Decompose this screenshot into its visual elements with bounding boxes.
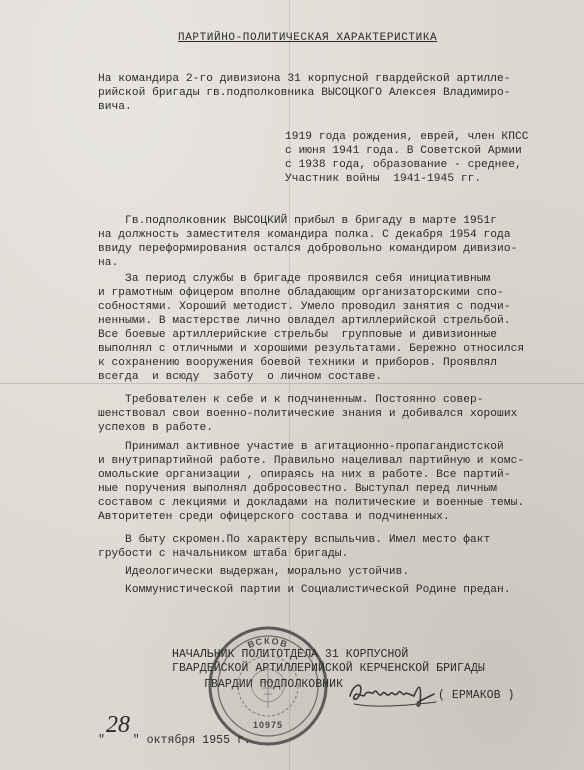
paragraph-5-line-1: В быту скромен.По характеру вспыльчив. Имел место факт: [98, 534, 491, 546]
paragraph-4-line-5: составом с лекциями и докладами на политические и военные темы.: [98, 497, 525, 509]
paragraph-2-line-8: всегда и всюду заботу о личном составе.: [98, 371, 383, 383]
paragraph-1-line-1: Гв.подполковник ВЫСОЦКИЙ прибыл в бригаду в марте 1951г: [98, 215, 498, 227]
stamp-number: 10975: [252, 720, 284, 730]
paragraph-3-line-3: успехов в работе.: [98, 422, 213, 434]
paragraph-4-line-4: ные поручения выполнял добросовестно. Выступал перед личным: [98, 483, 498, 495]
document-title: ПАРТИЙНО-ПОЛИТИЧЕСКАЯ ХАРАКТЕРИСТИКА: [178, 32, 438, 44]
paragraph-2-line-2: и грамотным офицером вполне обладающим организаторскими спо-: [98, 287, 504, 299]
paragraph-4-line-2: и внутрипартийной работе. Правильно нацеливал партийную и комс-: [98, 455, 525, 467]
paragraph-2-line-7: к сохранению вооружения боевой техники и приборов. Проявлял: [98, 357, 498, 369]
intro-line-1: На командира 2-го дивизиона 31 корпусной гвардейской артилле-: [98, 73, 511, 85]
paragraph-3-line-1: Требователен к себе и к подчиненным. Постоянно совер-: [98, 394, 484, 406]
intro-line-3: вича.: [98, 101, 132, 113]
signatory-name: ( ЕРМАКОВ ): [438, 689, 515, 702]
paragraph-1-line-3: ввиду переформирования остался добровольно командиром дивизио-: [98, 243, 518, 255]
paragraph-2-line-3: собностями. Хороший методист. Умело проводил занятия с подчи-: [98, 301, 511, 313]
signature-block-line-3: ГВАРДИИ ПОДПОЛКОВНИК: [204, 678, 344, 691]
stamp-top-text: ВСКОВ: [246, 635, 290, 651]
handwritten-signature: [344, 674, 444, 714]
paragraph-1-line-2: на должность заместителя командира полка. С декабря 1954 года: [98, 229, 511, 241]
bio-line-4: Участник войны 1941-1945 гг.: [285, 173, 482, 185]
paragraph-6-line-1: Идеологически выдержан, морально устойчив.: [98, 566, 410, 578]
signature-block-line-2: ГВАРДЕЙСКОЙ АРТИЛЛЕРИЙСКОЙ КЕРЧЕНСКОЙ БРИГАДЫ: [172, 662, 485, 675]
intro-line-2: рийской бригады гв.подполковника ВЫСОЦКОГО Алексея Владимиро-: [98, 87, 511, 99]
bio-line-2: с июня 1941 года. В Советской Армии: [285, 145, 522, 157]
paragraph-4-line-1: Принимал активное участие в агитационно-пропагандистской: [98, 441, 504, 453]
paragraph-2-line-5: Все боевые артиллерийские стрельбы групповые и дивизионные: [98, 329, 498, 341]
paragraph-1-line-4: на.: [98, 257, 119, 269]
paragraph-2-line-6: выполнял с отличными и хорошими результатами. Бережно относился: [98, 343, 525, 355]
date-line: " " октября 1955 г.: [98, 734, 251, 747]
paragraph-2-line-1: За период службы в бригаде проявился себя инициативным: [98, 273, 491, 285]
paragraph-2-line-4: ненными. В мастерстве лично овладел артиллерийской стрельбой.: [98, 315, 511, 327]
bio-line-3: с 1938 года, образование - среднее,: [285, 159, 522, 171]
signature-block-line-1: НАЧАЛЬНИК ПОЛИТОТДЕЛА 31 КОРПУСНОЙ: [172, 648, 409, 661]
paragraph-4-line-3: омольские организации , опираясь на них в работе. Все партий-: [98, 469, 511, 481]
date-day-handwritten: 28: [106, 712, 130, 738]
paragraph-5-line-2: грубости с начальником штаба бригады.: [98, 548, 349, 560]
paragraph-7-line-1: Коммунистической партии и Социалистической Родине предан.: [98, 584, 511, 596]
bio-line-1: 1919 года рождения, еврей, член КПСС: [285, 131, 529, 143]
paragraph-4-line-6: Авторитетен среди офицерского состава и подчиненных.: [98, 511, 450, 523]
paragraph-3-line-2: шенствовал свои военно-политические знания и добивался хороших: [98, 408, 518, 420]
